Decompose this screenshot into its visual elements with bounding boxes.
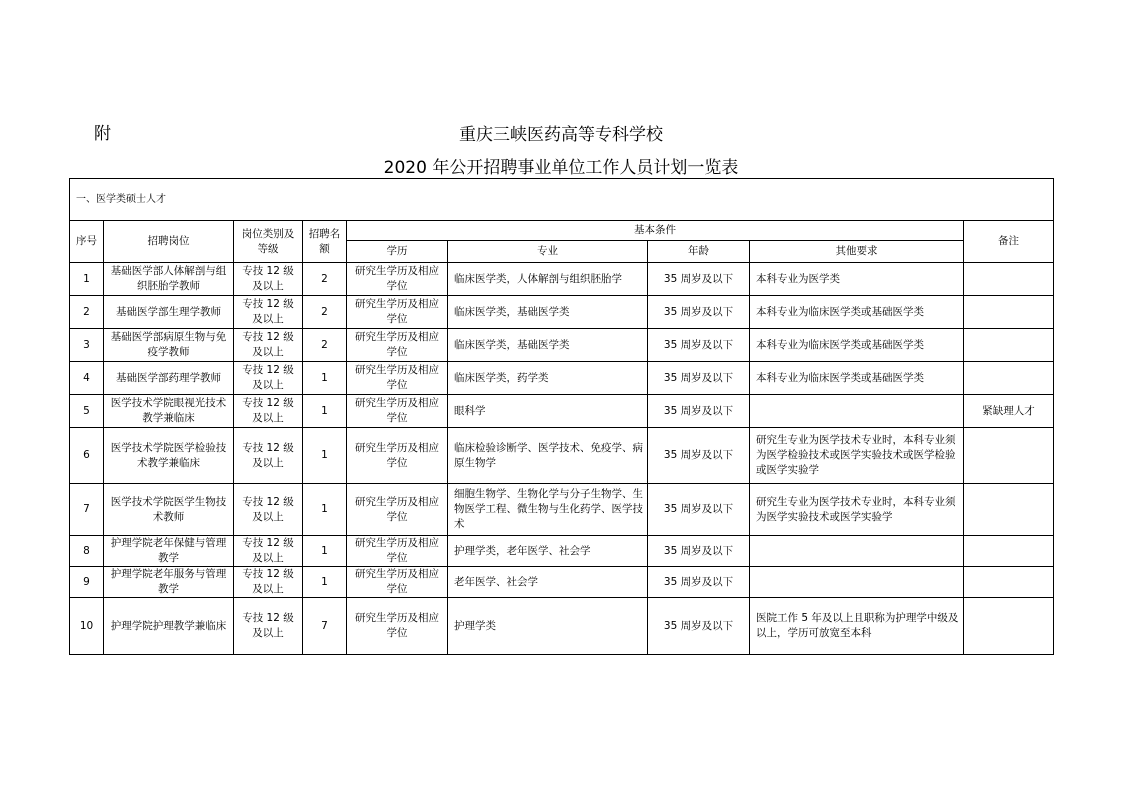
header-major: 专业	[448, 241, 648, 263]
cell-major: 临床检验诊断学、医学技术、免疫学、病原生物学	[448, 428, 648, 484]
cell-category: 专技 12 级及以上	[234, 362, 303, 395]
attachment-label: 附	[94, 124, 111, 144]
cell-age: 35 周岁及以下	[648, 567, 750, 598]
table-row	[70, 263, 1054, 296]
header-other: 其他要求	[750, 241, 964, 263]
header-education: 学历	[347, 241, 448, 263]
cell-seq: 7	[70, 484, 104, 536]
header-category: 岗位类别及等级	[234, 221, 303, 263]
cell-age: 35 周岁及以下	[648, 263, 750, 296]
cell-post: 医学技术学院眼视光技术教学兼临床	[104, 395, 234, 428]
cell-major: 临床医学类，人体解剖与组织胚胎学	[448, 263, 648, 296]
cell-remarks	[964, 263, 1054, 296]
cell-seq: 6	[70, 428, 104, 484]
cell-education: 研究生学历及相应学位	[347, 329, 448, 362]
cell-age: 35 周岁及以下	[648, 296, 750, 329]
cell-other	[750, 395, 964, 428]
cell-post: 基础医学部病原生物与免疫学教师	[104, 329, 234, 362]
table-row	[70, 567, 1054, 598]
cell-seq: 1	[70, 263, 104, 296]
cell-other: 本科专业为临床医学类或基础医学类	[750, 362, 964, 395]
header-remarks: 备注	[964, 221, 1054, 263]
header-seq: 序号	[70, 221, 104, 263]
cell-other: 本科专业为医学类	[750, 263, 964, 296]
cell-post: 基础医学部药理学教师	[104, 362, 234, 395]
cell-age: 35 周岁及以下	[648, 362, 750, 395]
recruitment-plan-table	[69, 178, 1054, 655]
cell-major: 临床医学类，基础医学类	[448, 329, 648, 362]
cell-category: 专技 12 级及以上	[234, 296, 303, 329]
cell-quota: 2	[303, 329, 347, 362]
cell-category: 专技 12 级及以上	[234, 536, 303, 567]
section-row	[70, 179, 1054, 221]
header-quota: 招聘名额	[303, 221, 347, 263]
header-age: 年龄	[648, 241, 750, 263]
cell-other	[750, 567, 964, 598]
cell-seq: 8	[70, 536, 104, 567]
cell-remarks: 紧缺理人才	[964, 395, 1054, 428]
cell-education: 研究生学历及相应学位	[347, 428, 448, 484]
cell-quota: 7	[303, 598, 347, 655]
header-basic-conditions: 基本条件	[347, 221, 964, 241]
cell-category: 专技 12 级及以上	[234, 484, 303, 536]
cell-other: 本科专业为临床医学类或基础医学类	[750, 296, 964, 329]
cell-remarks	[964, 567, 1054, 598]
cell-remarks	[964, 536, 1054, 567]
cell-education: 研究生学历及相应学位	[347, 598, 448, 655]
cell-age: 35 周岁及以下	[648, 395, 750, 428]
cell-age: 35 周岁及以下	[648, 598, 750, 655]
cell-category: 专技 12 级及以上	[234, 567, 303, 598]
cell-post: 护理学院护理教学兼临床	[104, 598, 234, 655]
cell-post: 医学技术学院医学检验技术教学兼临床	[104, 428, 234, 484]
cell-education: 研究生学历及相应学位	[347, 567, 448, 598]
cell-age: 35 周岁及以下	[648, 329, 750, 362]
header-row-1	[70, 221, 1054, 241]
cell-major: 临床医学类，基础医学类	[448, 296, 648, 329]
cell-education: 研究生学历及相应学位	[347, 395, 448, 428]
table-row	[70, 296, 1054, 329]
cell-quota: 1	[303, 362, 347, 395]
cell-other: 本科专业为临床医学类或基础医学类	[750, 329, 964, 362]
cell-remarks	[964, 428, 1054, 484]
cell-seq: 4	[70, 362, 104, 395]
cell-seq: 10	[70, 598, 104, 655]
cell-other: 医院工作 5 年及以上且职称为护理学中级及以上，学历可放宽至本科	[750, 598, 964, 655]
header-post: 招聘岗位	[104, 221, 234, 263]
cell-category: 专技 12 级及以上	[234, 598, 303, 655]
table-row	[70, 395, 1054, 428]
table-row	[70, 598, 1054, 655]
table-row	[70, 362, 1054, 395]
cell-quota: 1	[303, 428, 347, 484]
cell-major: 眼科学	[448, 395, 648, 428]
cell-major: 护理学类，老年医学、社会学	[448, 536, 648, 567]
cell-remarks	[964, 484, 1054, 536]
cell-remarks	[964, 362, 1054, 395]
table-row	[70, 428, 1054, 484]
cell-quota: 2	[303, 296, 347, 329]
cell-category: 专技 12 级及以上	[234, 263, 303, 296]
cell-quota: 1	[303, 536, 347, 567]
cell-category: 专技 12 级及以上	[234, 395, 303, 428]
cell-other: 研究生专业为医学技术专业时，本科专业须为医学实验技术或医学实验学	[750, 484, 964, 536]
cell-seq: 5	[70, 395, 104, 428]
cell-major: 老年医学、社会学	[448, 567, 648, 598]
cell-category: 专技 12 级及以上	[234, 428, 303, 484]
section-label: 一、医学类硕士人才	[70, 179, 1054, 221]
cell-post: 医学技术学院医学生物技术教师	[104, 484, 234, 536]
table-row	[70, 329, 1054, 362]
cell-quota: 1	[303, 567, 347, 598]
cell-post: 护理学院老年保健与管理教学	[104, 536, 234, 567]
cell-post: 护理学院老年服务与管理教学	[104, 567, 234, 598]
cell-education: 研究生学历及相应学位	[347, 296, 448, 329]
cell-age: 35 周岁及以下	[648, 536, 750, 567]
document-subtitle: 2020 年公开招聘事业单位工作人员计划一览表	[383, 158, 739, 178]
cell-quota: 1	[303, 484, 347, 536]
cell-seq: 2	[70, 296, 104, 329]
table-row	[70, 536, 1054, 567]
cell-post: 基础医学部人体解剖与组织胚胎学教师	[104, 263, 234, 296]
cell-other: 研究生专业为医学技术专业时，本科专业须为医学检验技术或医学实验技术或医学检验或医学实验学	[750, 428, 964, 484]
cell-remarks	[964, 329, 1054, 362]
cell-age: 35 周岁及以下	[648, 484, 750, 536]
cell-seq: 9	[70, 567, 104, 598]
cell-category: 专技 12 级及以上	[234, 329, 303, 362]
cell-education: 研究生学历及相应学位	[347, 536, 448, 567]
cell-education: 研究生学历及相应学位	[347, 484, 448, 536]
table-row	[70, 484, 1054, 536]
cell-seq: 3	[70, 329, 104, 362]
cell-post: 基础医学部生理学教师	[104, 296, 234, 329]
cell-remarks	[964, 296, 1054, 329]
cell-education: 研究生学历及相应学位	[347, 263, 448, 296]
cell-other	[750, 536, 964, 567]
cell-major: 细胞生物学、生物化学与分子生物学、生物医学工程、微生物与生化药学、医学技术	[448, 484, 648, 536]
cell-quota: 2	[303, 263, 347, 296]
cell-quota: 1	[303, 395, 347, 428]
cell-education: 研究生学历及相应学位	[347, 362, 448, 395]
cell-major: 护理学类	[448, 598, 648, 655]
cell-age: 35 周岁及以下	[648, 428, 750, 484]
document-title: 重庆三峡医药高等专科学校	[459, 125, 663, 145]
cell-remarks	[964, 598, 1054, 655]
cell-major: 临床医学类，药学类	[448, 362, 648, 395]
